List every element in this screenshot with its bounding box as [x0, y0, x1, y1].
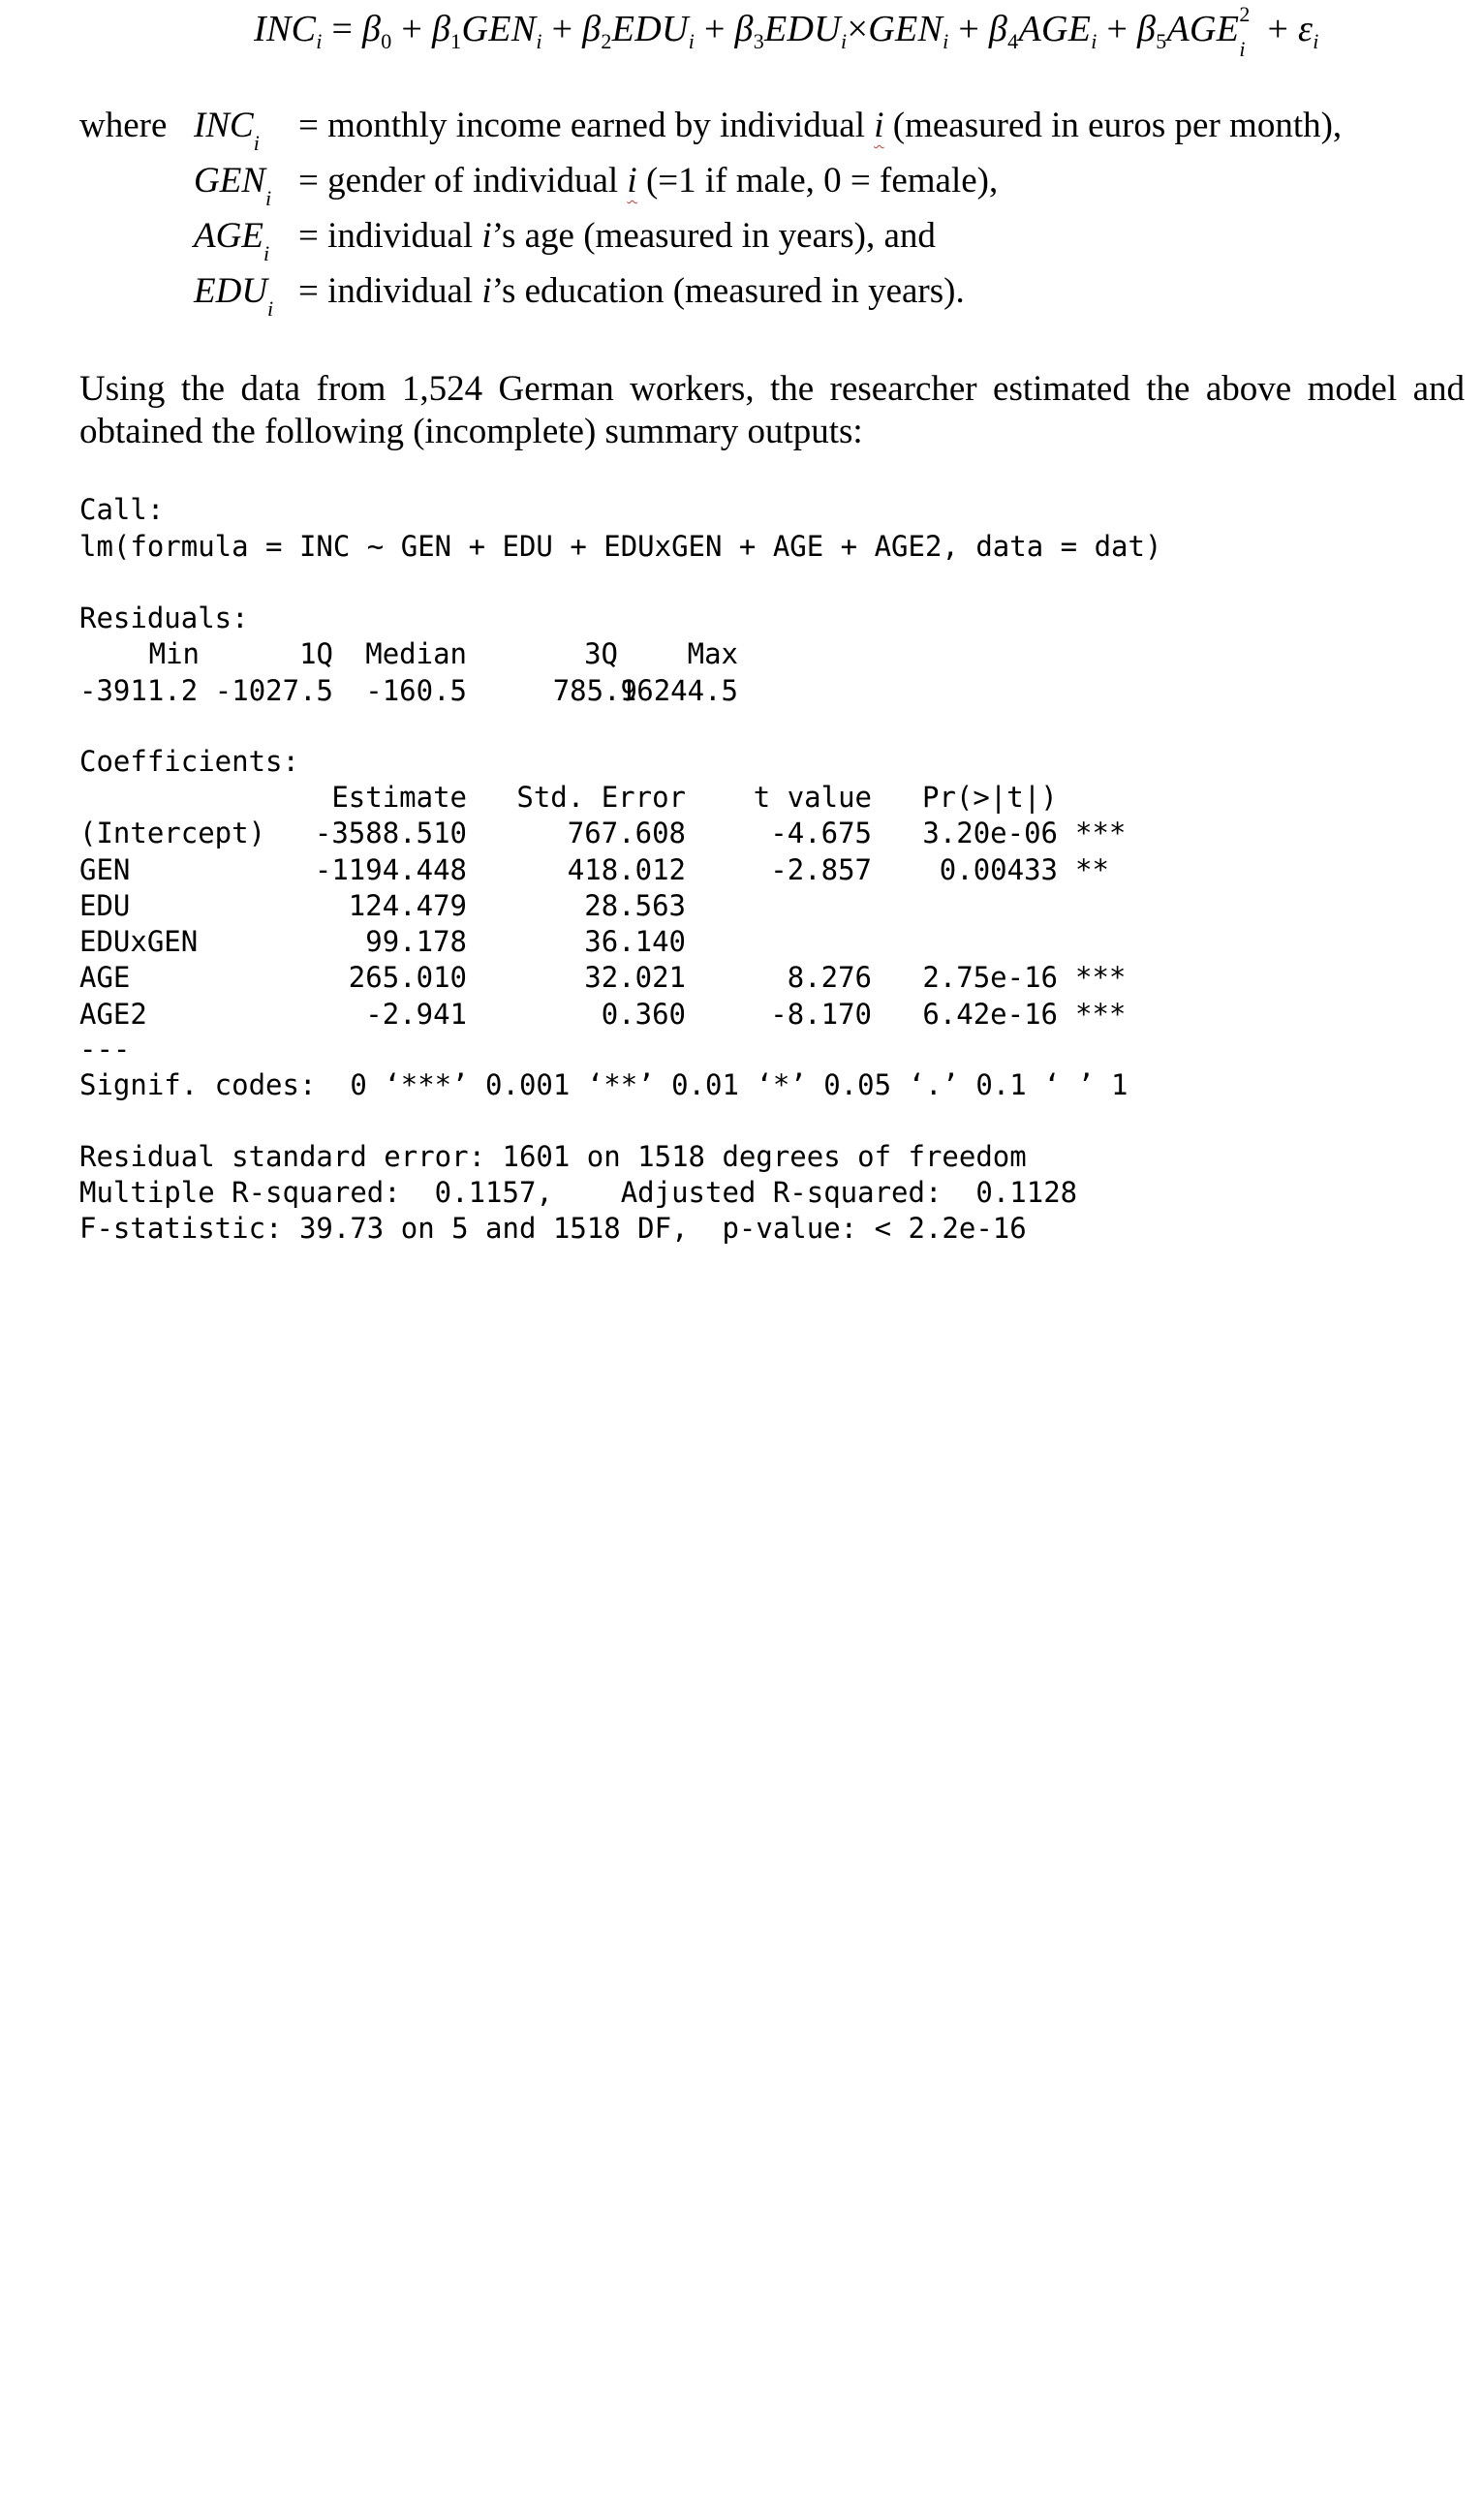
- coef-t: -4.675: [770, 817, 872, 849]
- separator: ---: [79, 1033, 131, 1065]
- coef-header-estimate: Estimate: [331, 781, 467, 814]
- coef-t: 8.276: [787, 961, 872, 994]
- coef-se: 28.563: [584, 889, 686, 922]
- coef-sig: **: [1075, 853, 1109, 886]
- coef-name: AGE: [79, 961, 131, 994]
- residual-1q: -1027.5: [214, 674, 333, 707]
- residual-header-1q: 1Q: [299, 637, 333, 670]
- f-statistic: F-statistic: 39.73 on 5 and 1518 DF, p-value: < 2.2e-16: [79, 1212, 1027, 1245]
- coefficients-table: [79, 780, 1145, 1032]
- coef-t: -2.857: [770, 853, 872, 886]
- coef-header-p: Pr(>|t|): [922, 781, 1058, 814]
- coef-p: 2.75e-16: [922, 961, 1058, 994]
- coef-name: EDU: [79, 889, 131, 922]
- coef-p: 6.42e-16: [922, 998, 1058, 1031]
- coefficients-label: Coefficients:: [79, 745, 299, 778]
- intro-paragraph: Using the data from 1,524 German workers, the researcher estimated the above model and obtained the following (incomplete) summary outputs:: [79, 369, 1465, 451]
- coef-estimate: -2.941: [365, 998, 467, 1031]
- coef-sig: ***: [1075, 817, 1127, 849]
- call-label: Call:: [79, 493, 165, 526]
- residual-header-median: Median: [365, 637, 467, 670]
- coef-se: 0.360: [601, 998, 686, 1031]
- coef-estimate: -3588.510: [314, 817, 467, 849]
- residual-3q: 785.9: [552, 674, 637, 707]
- residual-header-max: Max: [687, 637, 738, 670]
- coef-estimate: 99.178: [365, 925, 467, 958]
- coef-header-t: t value: [753, 781, 872, 814]
- coef-estimate: 265.010: [348, 961, 467, 994]
- coef-se: 36.140: [584, 925, 686, 958]
- r-squared: Multiple R-squared: 0.1157, Adjusted R-squared: 0.1128: [79, 1176, 1078, 1209]
- residual-header-3q: 3Q: [584, 637, 618, 670]
- coef-name: AGE2: [79, 998, 147, 1031]
- residuals-table: [79, 636, 738, 714]
- coef-estimate: 124.479: [348, 889, 467, 922]
- call-formula: lm(formula = INC ~ GEN + EDU + EDUxGEN + AGE + AGE2, data = dat): [79, 530, 1162, 563]
- coef-sig: ***: [1075, 998, 1127, 1031]
- coef-name: EDUxGEN: [79, 925, 199, 958]
- residuals-label: Residuals:: [79, 602, 249, 634]
- model-equation: $INC_i = \beta_0 + \beta_1GEN_i + \beta_2EDU_i + \beta_3EDU_i\times GEN_i + \beta_4AGE_i + \beta_5AGE$ 2 i + $\varepsilon_i$: [254, 2, 1319, 61]
- coef-estimate: -1194.448: [314, 853, 467, 886]
- residual-standard-error: Residual standard error: 1601 on 1518 degrees of freedom: [79, 1140, 1027, 1173]
- coef-p: 0.00433: [939, 853, 1058, 886]
- residual-min: -3911.2: [79, 674, 199, 707]
- coef-se: 32.021: [584, 961, 686, 994]
- coef-p: 3.20e-06: [922, 817, 1058, 849]
- coef-header-se: Std. Error: [516, 781, 686, 814]
- coef-se: 767.608: [567, 817, 686, 849]
- coef-name: GEN: [79, 853, 131, 886]
- residual-median: -160.5: [365, 674, 467, 707]
- where-label: where: [79, 106, 168, 145]
- coef-name: (Intercept): [79, 817, 266, 849]
- coef-se: 418.012: [567, 853, 686, 886]
- signif-codes: Signif. codes: 0 ‘***’ 0.001 ‘**’ 0.01 ‘*’ 0.05 ‘.’ 0.1 ‘ ’ 1: [79, 1068, 1128, 1101]
- residual-header-min: Min: [148, 637, 200, 670]
- coef-t: -8.170: [770, 998, 872, 1031]
- residual-max: 16244.5: [619, 674, 738, 707]
- coef-sig: ***: [1075, 961, 1127, 994]
